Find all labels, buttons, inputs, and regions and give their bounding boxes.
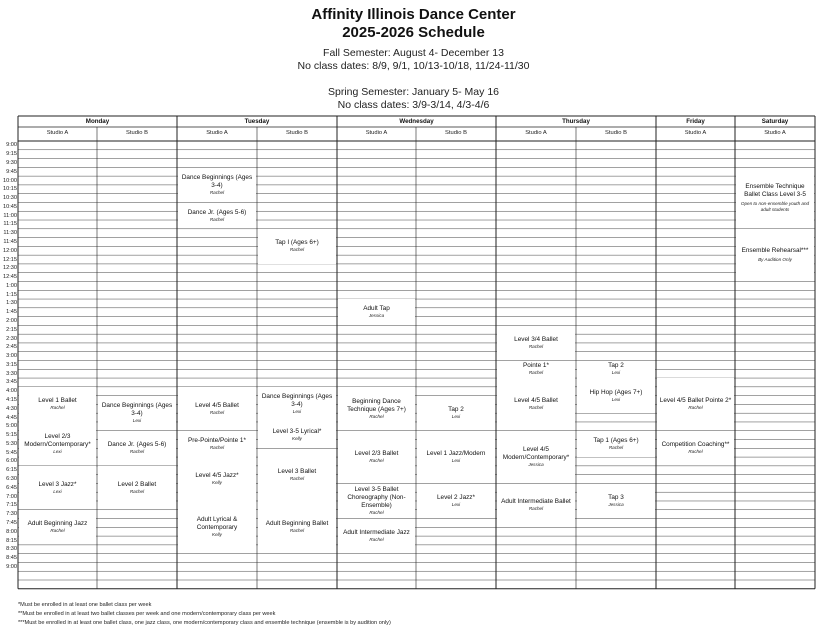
- time-label: 1:00: [6, 282, 17, 289]
- class-name: Level 2/3 Ballet: [354, 450, 399, 458]
- time-label: 8:45: [6, 555, 17, 562]
- class-instructor: Rachel: [369, 509, 384, 515]
- class-instructor: Rachel: [50, 405, 65, 411]
- class-name: Level 4/5 Ballet: [514, 397, 558, 405]
- class-block: [338, 484, 416, 518]
- class-name: Dance Beginnings (Ages 3-4): [101, 402, 173, 418]
- class-instructor: Rachel: [608, 444, 624, 450]
- class-block: [98, 431, 177, 465]
- page-subtitle: 2025-2026 Schedule: [342, 24, 485, 41]
- class-name: Ensemble Rehearsal***: [741, 247, 809, 255]
- time-label: 2:00: [6, 318, 17, 324]
- class-instructor: Rachel: [209, 189, 225, 195]
- class-block: [98, 396, 177, 430]
- studio-header: Studio B: [605, 130, 627, 136]
- class-instructor: Rachel: [209, 409, 225, 415]
- time-label: 12:00: [3, 247, 17, 254]
- class-name: Level 1 Ballet: [38, 397, 77, 405]
- studio-header: Studio A: [206, 130, 228, 136]
- class-name: Dance Jr. (Ages 5-6): [187, 208, 247, 216]
- class-instructor: Kelly: [292, 436, 302, 442]
- class-block: [417, 396, 496, 430]
- studio-header: Studio A: [525, 130, 547, 136]
- fall-no-class-dates: No class dates: 8/9, 9/1, 10/13-10/18, 11/24-11/30: [297, 60, 530, 72]
- time-label: 7:00: [6, 493, 17, 500]
- class-instructor: Jessica: [608, 501, 624, 507]
- time-label: 10:45: [3, 203, 17, 210]
- day-header-saturday: Saturday: [761, 118, 789, 125]
- class-name: Adult Beginning Jazz: [27, 520, 88, 528]
- class-instructor: Rachel: [528, 370, 544, 376]
- class-name: Adult Beginning Ballet: [265, 520, 329, 528]
- class-instructor: Lexi: [611, 370, 621, 376]
- fall-semester-dates: Fall Semester: August 4- December 13: [323, 47, 504, 59]
- class-name: Adult Lyrical & Contemporary: [196, 516, 238, 532]
- class-name: Adult Intermediate Jazz: [343, 529, 410, 537]
- class-name: Beginning Dance Technique (Ages 7+): [347, 397, 406, 413]
- time-label: 6:30: [6, 476, 17, 483]
- time-label: 3:45: [6, 379, 17, 386]
- class-name: Tap 2: [608, 362, 624, 370]
- time-label: 9:15: [6, 151, 17, 158]
- class-name: Competition Coaching**: [661, 441, 730, 449]
- class-instructor: Rachel: [289, 475, 305, 481]
- class-instructor: Rachel: [129, 488, 145, 494]
- time-label: 5:30: [6, 440, 17, 447]
- studio-header: Studio A: [684, 130, 707, 136]
- footnote-1: *Must be enrolled in at least one ballet class per week: [18, 602, 152, 608]
- class-block: [497, 326, 576, 360]
- class-block: [338, 519, 416, 553]
- time-label: 4:45: [6, 414, 17, 421]
- class-block: [417, 431, 496, 483]
- class-instructor: Rachel: [129, 449, 145, 455]
- time-label: 1:45: [6, 309, 17, 316]
- time-label: 2:45: [6, 344, 17, 351]
- time-label: 9:00: [6, 142, 17, 149]
- class-block: [178, 168, 257, 202]
- class-instructor: Kelly: [212, 480, 222, 486]
- time-label: 12:45: [3, 274, 17, 281]
- class-instructor: Rachel: [688, 449, 703, 455]
- class-block: [178, 387, 257, 430]
- class-block: [577, 484, 656, 518]
- class-block: [338, 387, 416, 430]
- class-block: [258, 387, 337, 421]
- day-header-monday: Monday: [85, 118, 110, 125]
- spring-semester-dates: Spring Semester: January 5- May 16: [328, 86, 499, 98]
- class-instructor: Lexi: [451, 414, 461, 420]
- class-instructor: Lexi: [132, 418, 142, 424]
- time-label: 9:45: [6, 168, 17, 175]
- class-name: Level 1 Jazz/Modern: [426, 450, 486, 458]
- time-label: 5:45: [6, 449, 17, 456]
- time-label: 8:30: [6, 546, 17, 553]
- footnote-3: ***Must be enrolled in at least one ballet class, one jazz class, one modern/contemporary class and ensemble technique (ensemble is by audition only): [18, 620, 391, 626]
- class-name: Level 4/5 Jazz*: [195, 472, 239, 480]
- time-label: 7:45: [6, 519, 17, 526]
- class-instructor: Lexi: [53, 448, 62, 454]
- class-block: [178, 431, 257, 457]
- class-block: [19, 422, 97, 465]
- class-instructor: Rachel: [369, 537, 384, 543]
- time-label: 3:00: [6, 353, 17, 360]
- class-name: Level 4/5 Ballet: [195, 401, 239, 409]
- class-instructor: Jessica: [528, 462, 544, 468]
- class-block: [417, 484, 496, 518]
- time-label: 1:30: [6, 300, 17, 307]
- class-block: [577, 431, 656, 457]
- class-block: [258, 229, 337, 263]
- class-instructor: Rachel: [209, 444, 225, 450]
- class-name: Level 3/4 Ballet: [514, 335, 558, 343]
- class-block: [497, 361, 576, 378]
- class-instructor: Lexi: [53, 488, 62, 494]
- class-name: Level 3-5 Lyrical*: [272, 428, 322, 436]
- studio-header: Studio A: [365, 130, 388, 136]
- class-block: [497, 431, 576, 483]
- class-name: Level 2 Jazz*: [436, 493, 475, 501]
- class-name: Tap 2: [448, 406, 464, 414]
- time-label: 9:00: [6, 563, 17, 570]
- time-label: 12:15: [3, 256, 17, 263]
- class-name: Adult Intermediate Ballet: [501, 498, 571, 506]
- class-block: [258, 501, 337, 553]
- class-block: [19, 510, 97, 544]
- time-label: 9:30: [6, 159, 17, 166]
- class-instructor: Rachel: [528, 343, 544, 349]
- class-block: [657, 378, 735, 430]
- time-label: 3:15: [6, 361, 17, 368]
- page-title: Affinity Illinois Dance Center: [311, 6, 516, 23]
- class-name: Ensemble Technique Ballet Class Level 3-5: [744, 183, 806, 199]
- class-note: Open to non-ensemble youth and adult students: [740, 201, 810, 213]
- day-header-wednesday: Wednesday: [399, 118, 434, 125]
- time-label: 6:15: [6, 467, 17, 474]
- class-instructor: Rachel: [528, 405, 544, 411]
- studio-header: Studio B: [286, 130, 308, 136]
- time-label: 10:00: [3, 177, 17, 184]
- time-label: 1:15: [6, 291, 17, 298]
- class-name: Level 3 Jazz*: [38, 480, 77, 488]
- class-instructor: Lexi: [451, 501, 461, 507]
- class-block: [736, 229, 815, 281]
- time-label: 6:45: [6, 484, 17, 491]
- class-name: Adult Tap: [363, 305, 390, 313]
- time-label: 11:00: [3, 212, 17, 219]
- class-block: [497, 484, 576, 527]
- time-label: 5:00: [6, 423, 17, 430]
- class-block: [19, 387, 97, 421]
- class-block: [577, 361, 656, 378]
- class-name: Hip Hop (Ages 7+): [589, 388, 643, 396]
- class-instructor: Rachel: [528, 506, 544, 512]
- time-label: 3:30: [6, 370, 17, 377]
- footnote-2: **Must be enrolled in at least two ballet classes per week and one modern/contemporary class per week: [18, 611, 276, 617]
- class-block: [19, 466, 97, 509]
- class-name: Level 3 Ballet: [277, 467, 317, 475]
- class-instructor: Rachel: [369, 413, 384, 419]
- time-label: 10:30: [3, 195, 17, 202]
- time-label: 4:00: [6, 388, 17, 395]
- time-label: 7:30: [6, 511, 17, 518]
- class-name: Dance Jr. (Ages 5-6): [107, 441, 167, 449]
- spring-no-class-dates: No class dates: 3/9-3/14, 4/3-4/6: [337, 99, 490, 111]
- class-instructor: Rachel: [688, 405, 703, 411]
- day-header-thursday: Thursday: [562, 118, 590, 125]
- class-instructor: Lexi: [292, 409, 302, 415]
- class-name: Level 2/3 Modern/Contemporary*: [24, 432, 91, 448]
- time-label: 12:30: [3, 265, 17, 272]
- class-instructor: Lexi: [611, 396, 621, 402]
- class-block: [497, 378, 576, 430]
- class-note: By Audition Only: [758, 257, 792, 263]
- class-instructor: Rachel: [50, 528, 65, 534]
- studio-header: Studio A: [46, 130, 69, 136]
- class-block: [178, 501, 257, 553]
- time-label: 11:45: [3, 238, 17, 245]
- day-header-friday: Friday: [686, 118, 705, 125]
- class-instructor: Kelly: [212, 532, 222, 538]
- time-label: 4:30: [6, 405, 17, 412]
- class-instructor: Jessica: [368, 313, 385, 319]
- class-block: [178, 203, 257, 229]
- time-label: 11:15: [3, 221, 17, 228]
- time-label: 8:00: [6, 528, 17, 535]
- class-block: [338, 431, 416, 483]
- class-instructor: Rachel: [369, 458, 384, 464]
- time-label: 6:00: [6, 458, 17, 465]
- class-block: [736, 168, 815, 229]
- class-name: Tap 3: [608, 493, 624, 501]
- class-name: Level 4/5 Modern/Contemporary*: [502, 446, 570, 462]
- time-label: 10:15: [3, 186, 17, 193]
- time-label: 8:15: [6, 537, 17, 544]
- day-header-tuesday: Tuesday: [244, 118, 270, 125]
- class-instructor: Rachel: [209, 216, 225, 222]
- class-name: Level 2 Ballet: [117, 480, 157, 488]
- class-block: [577, 378, 656, 412]
- class-block: [258, 449, 337, 501]
- class-name: Dance Beginnings (Ages 3-4): [261, 393, 333, 409]
- class-instructor: Rachel: [289, 247, 305, 253]
- class-name: Tap 1 (Ages 6+): [593, 436, 639, 444]
- time-label: 4:15: [6, 397, 17, 404]
- time-label: 7:15: [6, 502, 17, 509]
- studio-header: Studio A: [764, 130, 786, 136]
- class-block: [657, 431, 735, 465]
- studio-header: Studio B: [445, 130, 467, 136]
- class-name: Level 3-5 Ballet Choreography (Non-Ensemble): [347, 485, 406, 509]
- class-instructor: Rachel: [289, 528, 305, 534]
- class-name: Dance Beginnings (Ages 3-4): [181, 173, 253, 189]
- class-name: Tap I (Ages 6+): [275, 239, 319, 247]
- class-name: Level 4/5 Ballet Pointe 2*: [659, 397, 732, 405]
- time-label: 2:15: [6, 326, 17, 333]
- class-block: [178, 457, 257, 500]
- class-block: [258, 422, 337, 448]
- time-label: 2:30: [6, 335, 17, 342]
- class-block: [98, 466, 177, 509]
- class-name: Pre-Pointe/Pointe 1*: [188, 436, 246, 444]
- studio-header: Studio B: [126, 130, 148, 136]
- class-name: Pointe 1*: [523, 362, 549, 370]
- time-label: 11:30: [3, 230, 17, 237]
- class-instructor: Lexi: [451, 458, 461, 464]
- time-label: 5:15: [6, 432, 17, 439]
- class-block: [338, 299, 416, 325]
